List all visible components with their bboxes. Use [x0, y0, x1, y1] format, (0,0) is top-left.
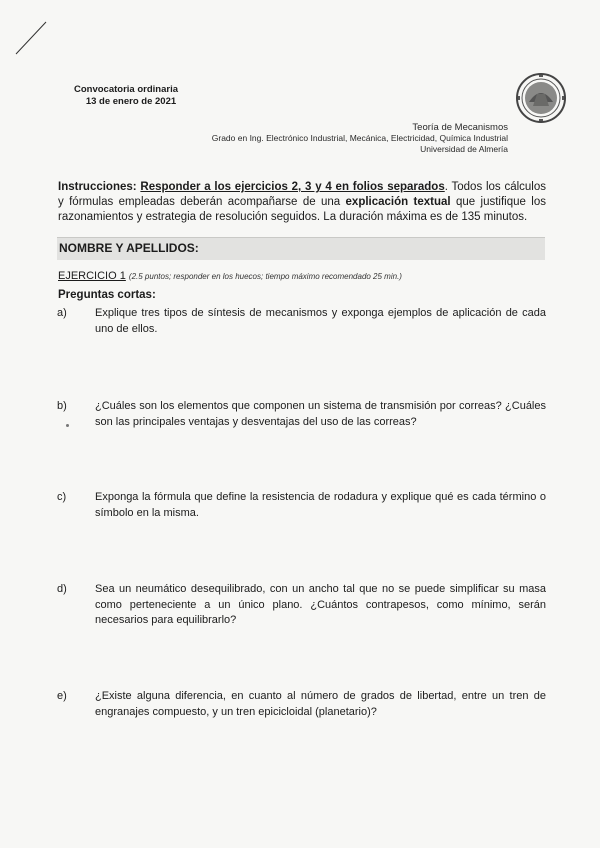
question-text: ¿Cuáles son los elementos que componen un sistema de transmisión por correas? ¿Cuáles son las principales ventajas y desventajas del uso de las correas?	[95, 400, 546, 428]
university-seal-icon	[515, 72, 567, 124]
instructions-underlined: Responder a los ejercicios 2, 3 y 4 en folios separados	[140, 181, 445, 193]
question-b	[57, 399, 546, 430]
instructions-part2: que justifique los razonamientos y estrategia de resolución seguidos. La duración máxima es de 135 minutos.	[58, 196, 546, 223]
question-d	[57, 582, 546, 629]
instructions-paragraph	[58, 180, 546, 225]
question-text: Sea un neumático desequilibrado, con un ancho tal que no se puede simplificar su masa como perteneciente a un único plano. ¿Cuántos contrapesos, como mínimo, serán necesarios para equilibrarlo?	[95, 583, 546, 626]
question-text: Exponga la fórmula que define la resistencia de rodadura y explique qué es cada término o símbolo en la misma.	[95, 491, 546, 519]
question-label: c)	[57, 491, 67, 503]
subject-name: Teoría de Mecanismos	[412, 122, 508, 133]
question-c	[57, 490, 546, 521]
course-header	[212, 122, 508, 155]
pen-dot-mark	[66, 424, 69, 427]
pen-stroke-mark	[12, 18, 52, 58]
question-text: ¿Existe alguna diferencia, en cuanto al número de grados de libertad, entre un tren de engranajes compuesto, y un tren epicicloidal (planetario)?	[95, 690, 546, 718]
exam-session-header	[74, 84, 178, 108]
question-label: e)	[57, 690, 67, 702]
question-e	[57, 689, 546, 720]
section-heading: Preguntas cortas:	[58, 289, 156, 301]
exercise-number: EJERCICIO 1	[58, 270, 126, 282]
question-label: b)	[57, 400, 67, 412]
exam-date: 13 de enero de 2021	[85, 96, 177, 107]
instructions-bold: explicación textual	[345, 196, 451, 208]
question-label: a)	[57, 307, 67, 319]
degree-name: Grado en Ing. Electrónico Industrial, Mecánica, Electricidad, Química Industrial	[211, 133, 508, 143]
university-name: Universidad de Almería	[420, 144, 508, 154]
instructions-part1: . Todos los cálculos y fórmulas empleadas deberán acompañarse de una	[58, 181, 546, 208]
name-field-label: NOMBRE Y APELLIDOS:	[59, 241, 199, 255]
exercise-title	[58, 270, 402, 282]
question-a	[57, 306, 546, 337]
exercise-note: (2.5 puntos; responder en los huecos; tiempo máximo recomendado 25 min.)	[128, 272, 402, 281]
session-label: Convocatoria ordinaria	[74, 84, 178, 95]
question-label: d)	[57, 583, 67, 595]
instructions-lead: Instrucciones:	[58, 181, 137, 193]
question-text: Explique tres tipos de síntesis de mecanismos y exponga ejemplos de aplicación de cada uno de ellos.	[95, 307, 546, 335]
name-field[interactable]	[57, 237, 545, 260]
